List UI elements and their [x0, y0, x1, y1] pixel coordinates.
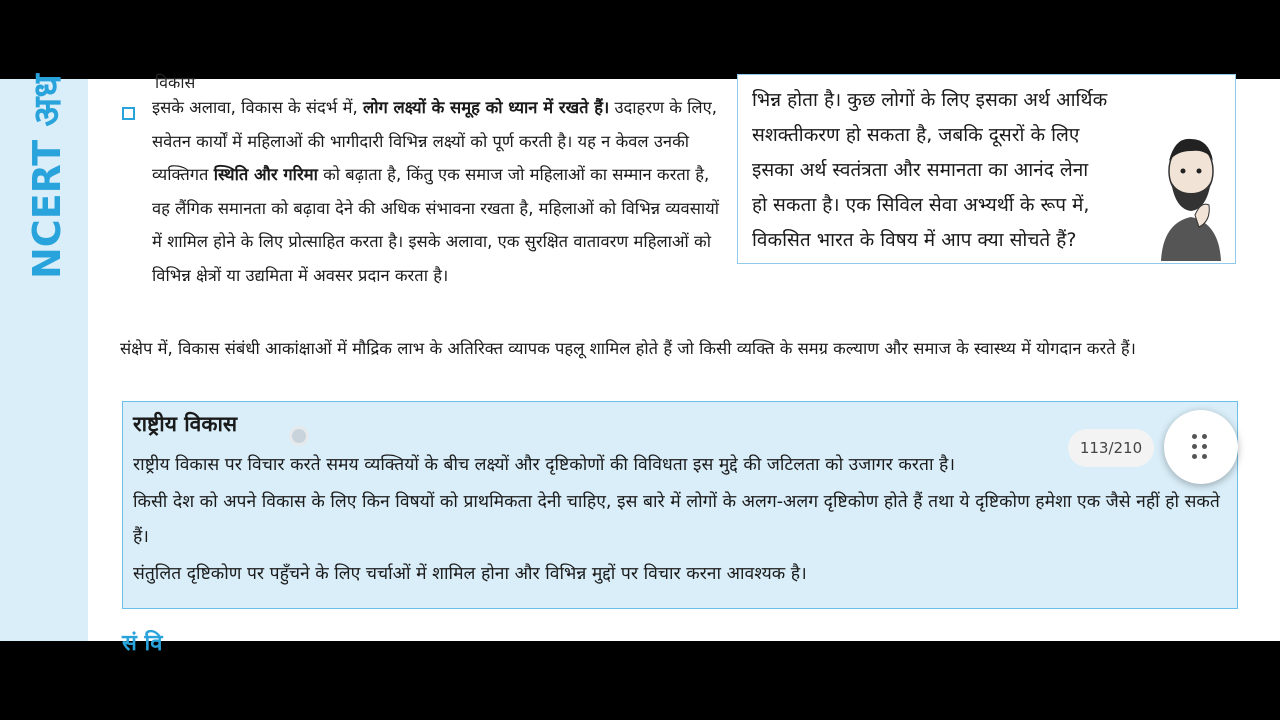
thinking-man-illustration [1155, 131, 1227, 261]
nd-paragraph: राष्ट्रीय विकास पर विचार करते समय व्यक्तियों के बीच लक्ष्यों और दृष्टिकोणों की विविधता इस मुद्दे की जटिलता को उजागर करता है। [133, 455, 955, 475]
national-development-box [122, 401, 1238, 609]
document-page [0, 73, 1280, 656]
grid-dots-icon [1192, 434, 1210, 460]
grid-menu-button[interactable] [1164, 410, 1238, 484]
thought-line: विकसित भारत के विषय में आप क्या सोचते हैं? [752, 229, 1077, 251]
thought-text [752, 83, 1222, 258]
next-heading-partial: सं वि [122, 631, 163, 656]
bullet-paragraph [152, 91, 724, 292]
square-bullet-icon [122, 107, 135, 120]
bullet-bold-2: स्थिति और गरिमा [213, 165, 318, 184]
bullet-end: को बढ़ाता है, किंतु एक समाज जो महिलाओं का सम्मान करता है, वह लैंगिक समानता को बढ़ावा देने की अधिक संभावना रखता है, महिलाओं को विभिन्न व्यवसायों में शामिल होने के लिए प्रोत्साहित करता है। इसके अलावा, एक सुरक्षित वातावरण महिलाओं को विभिन्न क्षेत्रों या उद्यमिता में अवसर प्रदान करता है। [152, 165, 719, 285]
side-label: NCERT अध [25, 74, 69, 279]
thought-line: इसका अर्थ स्वतंत्रता और समानता का आनंद लेना [752, 159, 1089, 181]
nd-paragraph: संतुलित दृष्टिकोण पर पहुँचने के लिए चर्चाओं में शामिल होना और विभिन्न मुद्दों पर विचार करना आवश्यक है। [133, 564, 807, 584]
thought-line: सशक्तीकरण हो सकता है, जबकि दूसरों के लिए [752, 124, 1080, 146]
page-counter: 113/210 [1068, 429, 1154, 467]
cut-text-line: विकास [155, 73, 196, 92]
bullet-bold-1: लोग लक्ष्यों के समूह को ध्यान में रखते हैं। [363, 98, 610, 117]
national-development-title: राष्ट्रीय विकास [133, 412, 238, 436]
national-development-body [133, 448, 1229, 594]
bullet-mid: उदाहरण के लिए, सवेतन कार्यों में महिलाओं की भागीदारी विभिन्न लक्ष्यों को पूर्ण करती है। यह न केवल उनकी व्यक्तिगत [152, 98, 717, 184]
cursor-indicator-icon [289, 426, 309, 446]
thought-box [737, 74, 1236, 264]
bullet-intro: इसके अलावा, विकास के संदर्भ में, [152, 98, 364, 117]
summary-paragraph: संक्षेप में, विकास संबंधी आकांक्षाओं में मौद्रिक लाभ के अतिरिक्त व्यापक पहलू शामिल होते हैं जो किसी व्यक्ति के समग्र कल्याण और समाज के स्वास्थ्य में योगदान करते हैं। [120, 339, 1136, 358]
side-strip [0, 74, 88, 641]
thought-line: हो सकता है। एक सिविल सेवा अभ्यर्थी के रूप में, [752, 194, 1090, 216]
thought-line: भिन्न होता है। कुछ लोगों के लिए इसका अर्थ आर्थिक [752, 89, 1108, 111]
nd-paragraph: किसी देश को अपने विकास के लिए किन विषयों को प्राथमिकता देनी चाहिए, इस बारे में लोगों के अलग-अलग दृष्टिकोण होते हैं तथा ये दृष्टिकोण हमेशा एक जैसे नहीं हो सकते हैं। [133, 492, 1220, 547]
